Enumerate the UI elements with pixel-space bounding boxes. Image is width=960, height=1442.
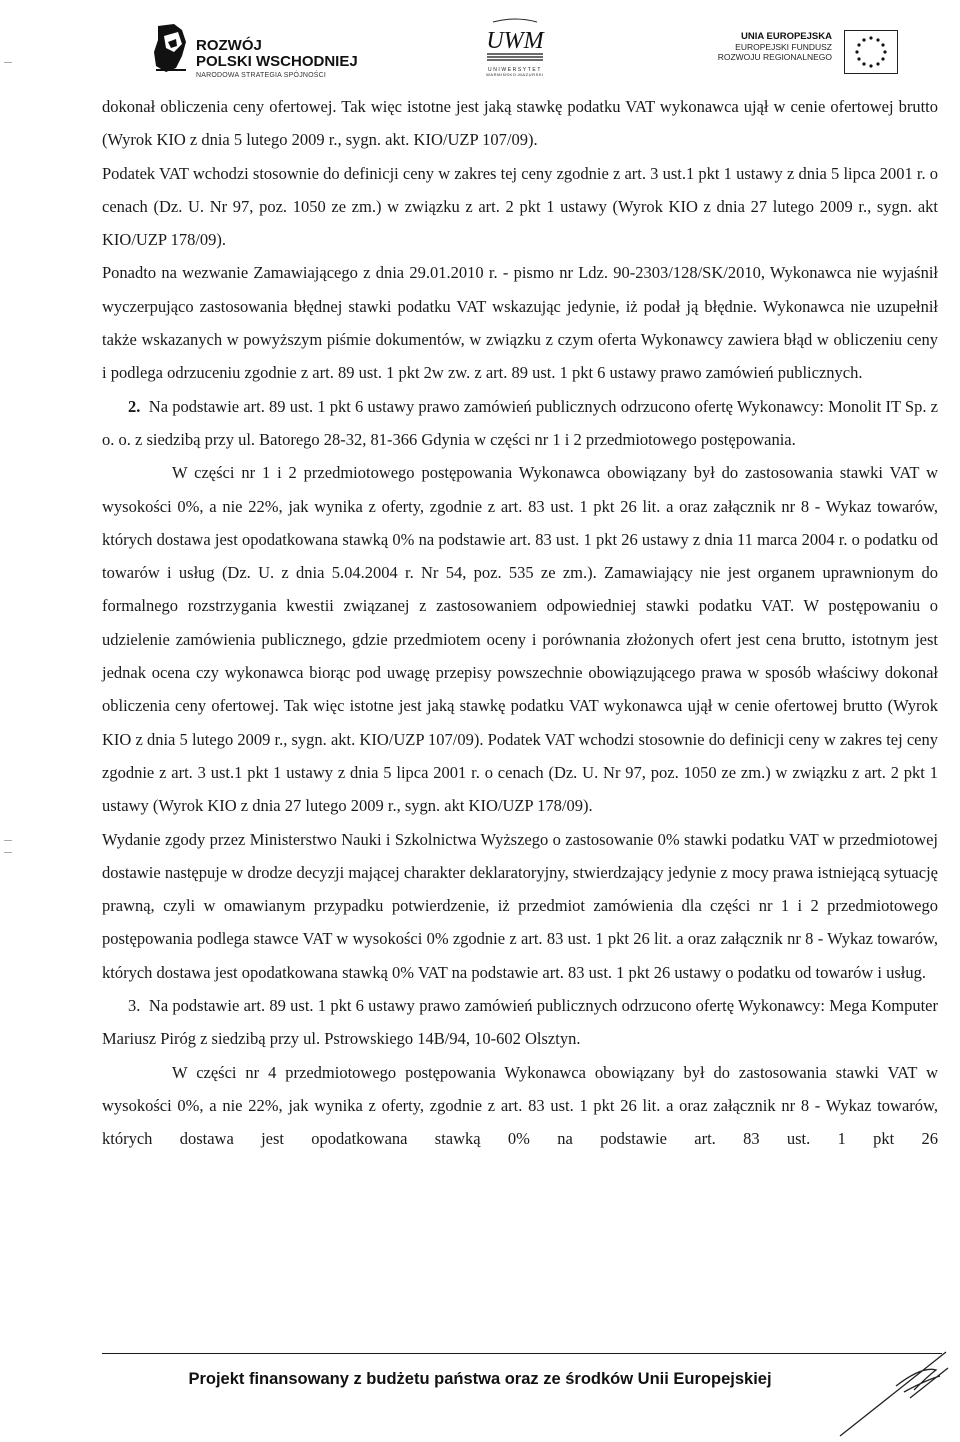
paragraph-zgoda-ministerstwa: Wydanie zgody przez Ministerstwo Nauki i Szkolnictwa Wyższego o zastosowanie 0% stawki podatku VAT w przedmiotowej dostawie następuje w drodze decyzji mającej charakter deklaratoryjny, stwierdzający jedynie z mocy prawa istniejącą sytuację prawną, czyli w omawianym przypadku potwierdzenie, iż przedmiot zamówienia dla części nr 1 i 2 przedmiotowego postępowania podlega stawce VAT w wysokości 0% zgodnie z art. 83 ust. 1 pkt 26 lit. a oraz załącznik nr 8 - Wykaz towarów, których dostawa jest opodatkowana stawką 0% VAT na podstawie art. 83 ust. 1 pkt 26 ustawy o podatku od towarów i usług. [102, 829, 938, 982]
list-item-3-text: Na podstawie art. 89 ust. 1 pkt 6 ustawy prawo zamówień publicznych odrzucono ofertę Wykonawcy: Mega Komputer Mariusz Piróg z siedzibą przy ul. Pstrowskiego 14B/94, 10-602 Olsztyn. [102, 996, 939, 1049]
margin-mark [4, 852, 12, 853]
margin-mark [4, 62, 12, 63]
left-logo-line1: ROZWÓJ [196, 37, 262, 54]
paragraph-vat-definition: Podatek VAT wchodzi stosownie do definicji ceny w zakres tej ceny zgodnie z art. 3 ust.1 pkt 1 ustawy z dnia 5 lipca 2001 r. o cenach (Dz. U. Nr 97, poz. 1050 ze zm.) w związku z art. 2 pkt 1 ustawy (Wyrok KIO z dnia 27 lutego 2009 r., sygn. akt KIO/UZP 178/09). [102, 163, 938, 250]
uwm-logo [470, 16, 560, 86]
handwritten-signature-icon [836, 1346, 956, 1438]
footer-rule [102, 1353, 942, 1354]
eu-flag-icon [844, 30, 898, 74]
poland-map-icon [152, 22, 188, 74]
list-item-2-number: 2. [128, 396, 141, 416]
list-item-3 [102, 989, 938, 1056]
list-item-2 [102, 390, 938, 457]
rozwoj-polski-wschodniej-logo [152, 22, 412, 84]
left-logo-line2: POLSKI WSCHODNIEJ [196, 53, 358, 70]
paragraph-czesc-4: W części nr 4 przedmiotowego postępowania Wykonawca obowiązany był do zastosowania stawki VAT w wysokości 0%, a nie 22%, jak wynika z oferty, zgodnie z art. 83 ust. 1 pkt 26 lit. a oraz załącznik nr 8 - Wykaz towarów, których dostawa jest opodatkowana stawką 0% na podstawie art. 83 ust. 1 pkt 26 [102, 1062, 938, 1149]
unia-europejska-logo [700, 28, 900, 88]
uwm-line1: UNIWERSYTET [488, 67, 542, 73]
list-item-2-text: Na podstawie art. 89 ust. 1 pkt 6 ustawy prawo zamówień publicznych odrzucono ofertę Wykonawcy: Monolit IT Sp. z o. o. z siedzibą przy ul. Batorego 28-32, 81-366 Gdynia w części nr 1 i 2 przedmiotowego postępowania. [102, 396, 938, 449]
paragraph-wezwanie: Ponadto na wezwanie Zamawiającego z dnia 29.01.2010 r. - pismo nr Ldz. 90-2303/128/SK/2010, Wykonawca nie wyjaśnił wyczerpująco zastosowania błędnej stawki podatku VAT wskazując jedynie, iż podał ją błędnie. Wykonawca nie uzupełnił także wskazanych w powyższym piśmie dokumentów, w związku z czym oferta Wykonawcy zawiera błąd w obliczeniu ceny i podlega odrzuceniu zgodnie z art. 89 ust. 1 pkt 2w zw. z art. 89 ust. 1 pkt 6 ustawy prawo zamówień publicznych. [102, 263, 938, 383]
uwm-mark-icon [475, 16, 555, 66]
paragraph-czesc-1-2: W części nr 1 i 2 przedmiotowego postępowania Wykonawca obowiązany był do zastosowania stawki VAT w wysokości 0%, a nie 22%, jak wynika z oferty, zgodnie z art. 83 ust. 1 pkt 26 lit. a oraz załącznik nr 8 - Wykaz towarów, których dostawa jest opodatkowana stawką 0% na podstawie art. 83 ust. 1 pkt 26 ustawy z dnia 11 marca 2004 r. o podatku od towarów i usług (Dz. U. z dnia 5.04.2004 r. Nr 54, poz. 535 ze zm.). Zamawiający nie jest organem uprawnionym do formalnego rozstrzygania kwestii związanej z zastosowaniem odpowiedniej stawki podatku VAT. W postępowaniu o udzielenie zamówienia publicznego, gdzie przedmiotem oceny i porównania złożonych ofert jest cena brutto, istotnym jest jednak ocena czy wykonawca biorąc pod uwagę przepisy powszechnie obowiązującego prawa w sposób właściwy dokonał obliczenia ceny ofertowej. Tak więc istotne jest jaką stawkę podatku VAT wykonawca ujął w cenie ofertowej brutto (Wyrok KIO z dnia 5 lutego 2009 r., sygn. akt. KIO/UZP 107/09). Podatek VAT wchodzi stosownie do definicji ceny w zakres tej ceny zgodnie z art. 3 ust.1 pkt 1 ustawy z dnia 5 lipca 2001 r. o cenach (Dz. U. Nr 97, poz. 1050 ze zm.) w związku z art. 2 pkt 1 ustawy (Wyrok KIO z dnia 27 lutego 2009 r., sygn. akt KIO/UZP 178/09). [102, 463, 938, 816]
uwm-line2: WARMIŃSKO-MAZURSKI [486, 72, 544, 77]
document-body [102, 90, 938, 1156]
margin-mark [4, 840, 12, 841]
left-logo-line3: NARODOWA STRATEGIA SPÓJNOŚCI [196, 72, 327, 79]
ue-line1: UNIA EUROPEJSKA [741, 31, 832, 42]
footer-funding-note: Projekt finansowany z budżetu państwa oraz ze środków Unii Europejskiej [188, 1370, 772, 1388]
ue-line2: EUROPEJSKI FUNDUSZ [735, 41, 832, 52]
list-item-3-number: 3. [128, 996, 141, 1016]
uwm-mark-text: UWM [486, 28, 544, 54]
paragraph-continuation: dokonał obliczenia ceny ofertowej. Tak więc istotne jest jaką stawkę podatku VAT wykonawca ujął w cenie ofertowej brutto (Wyrok KIO z dnia 5 lutego 2009 r., sygn. akt. KIO/UZP 107/09). [102, 97, 938, 150]
page-header [0, 16, 960, 84]
ue-line3: ROZWOJU REGIONALNEGO [717, 51, 832, 62]
